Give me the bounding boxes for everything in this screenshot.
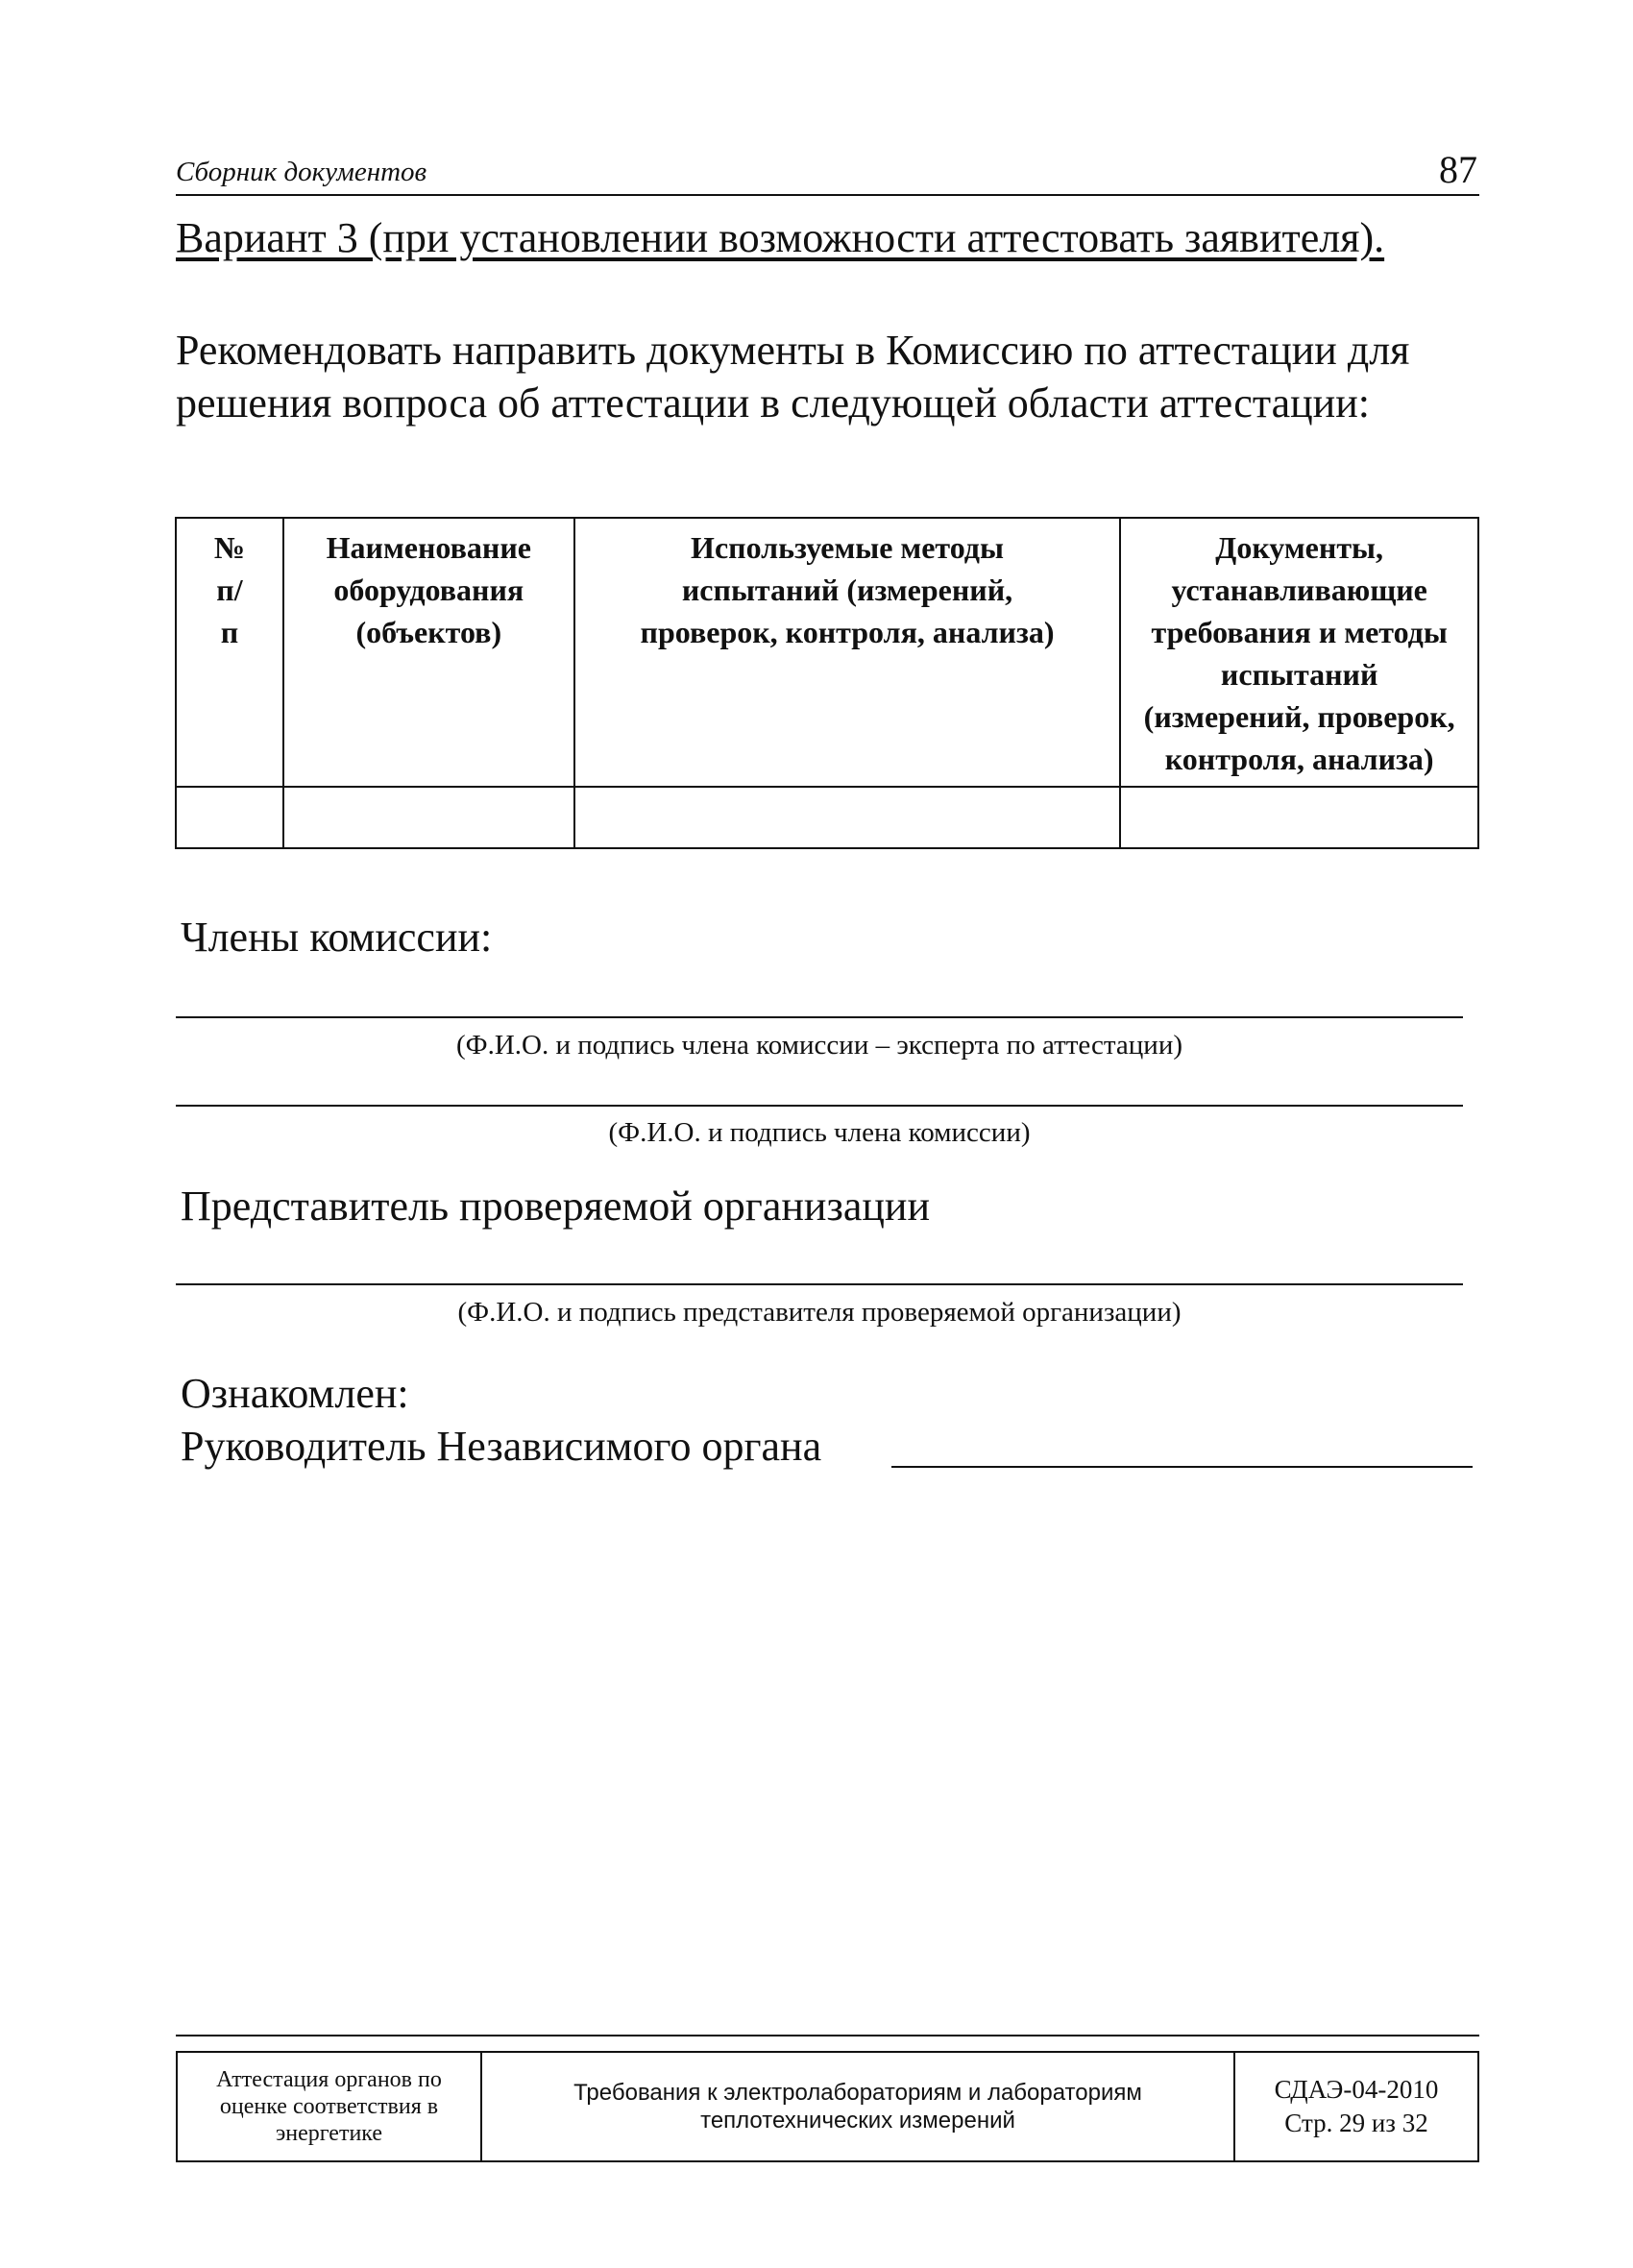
members-label: Члены комиссии: (181, 914, 493, 961)
acknowledged-label: Ознакомлен: (181, 1370, 409, 1417)
recommendation-text: Рекомендовать направить документы в Комиссию по аттестации для решения вопроса об аттестации в следующей области аттестации: (176, 327, 1410, 427)
table-header-row (176, 518, 1478, 787)
variant-heading: Вариант 3 (при установлении возможности аттестовать заявителя). (176, 214, 1385, 261)
scope-table (175, 517, 1479, 849)
representative-label: Представитель проверяемой организации (181, 1183, 931, 1230)
table-row (176, 787, 1478, 848)
table-cell[interactable] (1120, 787, 1478, 848)
head-of-body-label: Руководитель Независимого органа (181, 1423, 822, 1470)
column-number: № п/п (176, 518, 283, 787)
signature-caption-member: (Ф.И.О. и подпись члена комиссии) (608, 1117, 1031, 1148)
table-cell[interactable] (574, 787, 1121, 848)
signature-line-representative[interactable] (176, 1283, 1463, 1285)
footer-code-cell (1234, 2052, 1478, 2161)
column-methods: Используемые методы испытаний (измерений, проверок, контроля, анализа) (574, 518, 1121, 787)
footer-table (176, 2051, 1479, 2162)
footer-document-code: СДАЭ-04-2010 (1274, 2075, 1439, 2104)
signature-caption-expert: (Ф.И.О. и подпись члена комиссии – эксперта по аттестации) (456, 1030, 1182, 1061)
table-cell[interactable] (283, 787, 574, 848)
footer-rule (176, 2035, 1479, 2036)
column-equipment: Наименование оборудования (объектов) (283, 518, 574, 787)
footer-page-info: Стр. 29 из 32 (1284, 2109, 1428, 2137)
table-cell[interactable] (176, 787, 283, 848)
column-documents: Документы, устанавливающие требования и методы испытаний (измерений, проверок, контроля, анализа) (1120, 518, 1478, 787)
footer-document-title: Требования к электролабораториям и лабораториям теплотехнических измерений (481, 2052, 1234, 2161)
page-number: 87 (1439, 148, 1477, 191)
signature-line-head[interactable] (891, 1466, 1473, 1468)
running-header (176, 144, 1479, 196)
signature-line-expert[interactable] (176, 1016, 1463, 1018)
signature-caption-representative: (Ф.И.О. и подпись представителя проверяемой организации) (457, 1297, 1182, 1328)
collection-title: Сборник документов (176, 157, 427, 187)
footer-series: Аттестация органов по оценке соответствия в энергетике (177, 2052, 481, 2161)
signature-line-member[interactable] (176, 1105, 1463, 1107)
